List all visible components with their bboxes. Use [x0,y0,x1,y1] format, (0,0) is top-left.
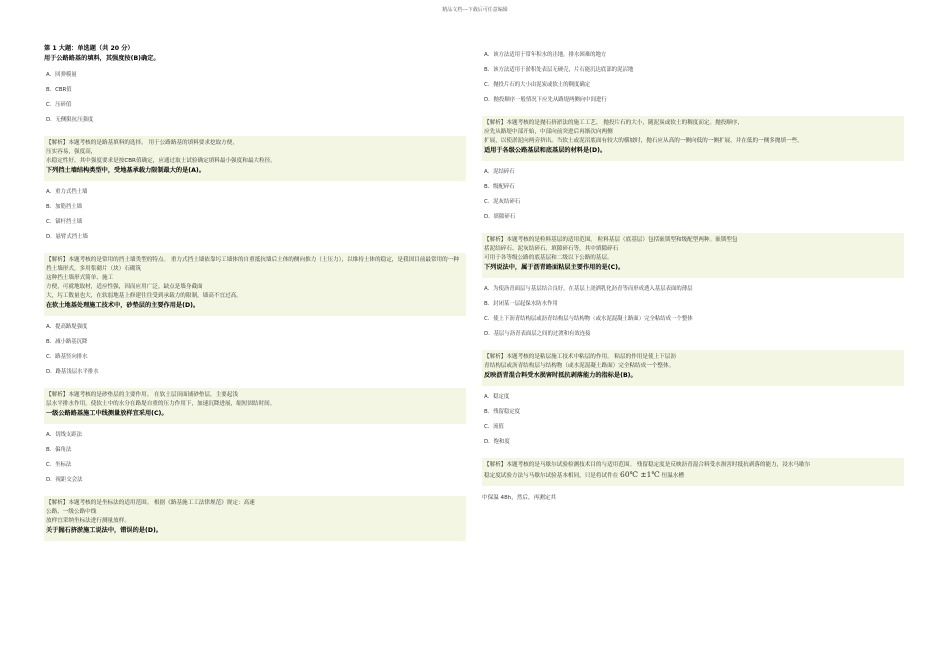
analysis-8 [482,458,904,486]
right-column [482,48,904,503]
analysis-line: 水稳定性好。其中强度要求是按CBR值确定，应通过取土试验确定填料最小强度和最大粒径。 [46,158,276,164]
option-a: A．泥结碎石 [484,169,515,175]
analysis-line: 【解析】本题考核的是粘层施工技术中粘层的作用。 粘层的作用是使上下层沥 [484,354,676,360]
option-c: C．流值 [484,424,504,430]
question-5-stem: 关于抛石挤淤施工说法中，错误的是(D)。 [46,527,162,534]
left-column [44,44,466,541]
temperature-formula: 60℃ ±1℃ [620,470,660,479]
analysis-6 [482,233,904,278]
option-a: A．回弹模量 [46,72,77,78]
analysis-line: 放样宜采纳坐标法进行测量放样。 [46,518,130,524]
option-b: B．该方法适用于淤积处表层无硬壳，片石能沉达底部的泥沼地 [484,67,634,73]
option-c: C．抛投片石的大小由泥炭或软土的稠度确定 [484,82,591,88]
option-c: C．泥灰结碎石 [484,199,521,205]
analysis-text: 恒温水槽 [661,473,684,479]
option-d: D．无侧限抗压强度 [46,117,94,123]
option-d: D．基层与沥青表面层之间的过渡和有效连接 [484,331,591,337]
option-a: A．稳定度 [484,394,510,400]
option-a: A．切线支距法 [46,432,83,438]
analysis-line: 括泥结碎石、泥灰结碎石、填隙碎石等，其中填隙碎石 [484,246,619,252]
option-d: D．悬臂式挡土墙 [46,234,88,240]
option-b: B．残留稳定度 [484,409,521,415]
question-8-stem: 反映沥青混合料受水损害时抵抗剥落能力的指标是(B)。 [484,372,637,379]
analysis-line: 方便，可就地取材，适应性强，因而应用广泛。缺点是墙身截面 [46,284,203,290]
analysis-1 [44,136,466,181]
option-b: B．封闭某一层起保水防水作用 [484,301,558,307]
option-c: C．使上下沥青结构层或沥青结构层与结构物（或水泥混凝土路面）完全粘结成一个整体 [484,316,693,322]
page-header: 精品文档---下载后可任意编辑 [442,7,508,13]
analysis-line: 可用于各等级公路的底基层和二级以下公路的基层。 [484,255,613,261]
question-7-options [484,282,904,342]
option-d: D．视距交会法 [46,477,83,483]
analysis-line: 压实容易，强度高， [46,149,97,155]
option-b: B．偏角法 [46,447,72,453]
question-3-options [46,320,466,380]
analysis-2 [44,253,466,316]
option-a: A．提高路堤强度 [46,324,88,330]
question-4-options [46,428,466,488]
analysis-text: 稳定度试验方法与马歇尔试验基本相同，只是将试件在 [484,473,619,479]
question-3-stem: 在软土地基处理施工技术中，砂垫层的主要作用是(D)。 [46,302,200,309]
question-1-options [46,68,466,128]
option-d: D．填隙碎石 [484,214,516,220]
option-c: C．锚杆挡土墙 [46,219,83,225]
option-b: B．CBR值 [46,87,72,93]
question-6-options [484,165,904,225]
analysis-line: 【解析】本题考核的是粒料基层的适用范围。 粒料基层（底基层）包括嵌锁型和级配型两种。嵌锁型包 [484,237,738,243]
option-d: D．抛投顺序一般情况下应先从路堤两侧向中间进行 [484,97,607,103]
question-4-stem: 一级公路路基施工中线测量放样宜采用(C)。 [46,410,168,417]
option-c: C．压碎值 [46,102,72,108]
option-d: D．路基浅层水平排水 [46,369,99,375]
option-b: B．加筋挡土墙 [46,204,83,210]
analysis-line: 【解析】本题考核的是马歇尔试验检测技术目的与适用范围。 残留稳定度是反映沥青混合料受水损害时抵抗剥落的能力，浸水马歇尔 [484,462,811,468]
analysis-line: 青结构层或沥青结构层与结构物（或水泥混凝土路面）完全粘结成一个整体。 [484,363,675,369]
option-b: B．减小路基沉降 [46,339,88,345]
analysis-line [484,470,902,481]
question-2-options [46,185,466,245]
question-6-stem: 适用于各级公路基层和底基层的材料是(D)。 [484,147,607,154]
analysis-3 [44,388,466,424]
option-a: A．该方法适用于常年积水的洼地，排水困难的地方 [484,52,607,58]
analysis-line: 【解析】本题考核的是常用的挡土墙类型的特点。 重力式挡土墙依靠圬工墙体的自重抵抗墙后土体的侧向推力（土压力），以维持土体的稳定，是我国目前最常用的一种挡土墙形式，多用浆砌片（块）石砌筑 [46,257,459,272]
option-a: A．重力式挡土墙 [46,189,88,195]
question-1-stem: 用于公路路基的填料，其强度按(B)确定。 [44,55,160,62]
section-title: 第 1 大题：单选题（共 20 分） [44,45,134,52]
analysis-line: 大，圬工数量也大，在软弱地基上修建往往受到承载力的限制，墙高不宜过高。 [46,293,242,299]
question-8-options [484,390,904,450]
option-d: D．饱和度 [484,439,510,445]
analysis-line: 扩展，以使淤泥向两旁挤出。当软土或泥沼底面有较大的横坡时，抛石应从高的一侧向低的一侧扩展，并在低的一侧多抛填一些。 [484,138,803,144]
analysis-line: 【解析】本题考核的是坐标法的适用范围。 根据《路基施工工法律规范》规定：高速 [46,500,255,506]
analysis-4 [44,496,466,541]
analysis-line: 【解析】本题考核的是砂垫层的主要作用。 在软土层顶面铺砂垫层，主要起浅 [46,392,238,398]
analysis-line: 这种挡土墙形式简单、施工 [46,275,114,281]
analysis-line: 应先从路堤中部开始，中部向前突进后再渐次向两侧 [484,129,613,135]
question-7-stem: 下列说法中，属于沥青路面粘层主要作用的是(C)。 [484,264,625,271]
option-a: A．为使沥青面层与基层结合良好，在基层上浇洒乳化沥青等而形成透入基层表面的薄层 [484,286,693,292]
option-c: C．坐标法 [46,462,72,468]
question-2-stem: 下列挡土墙结构类型中，受地基承载力限制最大的是(A)。 [46,167,205,174]
analysis-line: 【解析】本题考核的是路基填料的选择。 用于公路路基的填料要求挖取方便， [46,140,238,146]
question-5-options [484,48,904,108]
analysis-7 [482,350,904,386]
analysis-line: 层水平排水作用，使软土中的水分在路堤自重的压力作用下，加速沉降进展，缩短固结时间。 [46,401,276,407]
option-c: C．路基竖向排水 [46,354,88,360]
analysis-5 [482,116,904,161]
option-b: B．级配碎石 [484,184,515,190]
analysis-line: 公路、一级公路中线 [46,509,97,515]
analysis-line: 【解析】本题考核的是抛石挤淤法的施工工艺。 抛投片石的大小，随泥炭或软土的稠度而定。抛投顺序， [484,120,744,126]
analysis-8-continued: 中保温 48h，然后，再测定其 [482,495,556,501]
